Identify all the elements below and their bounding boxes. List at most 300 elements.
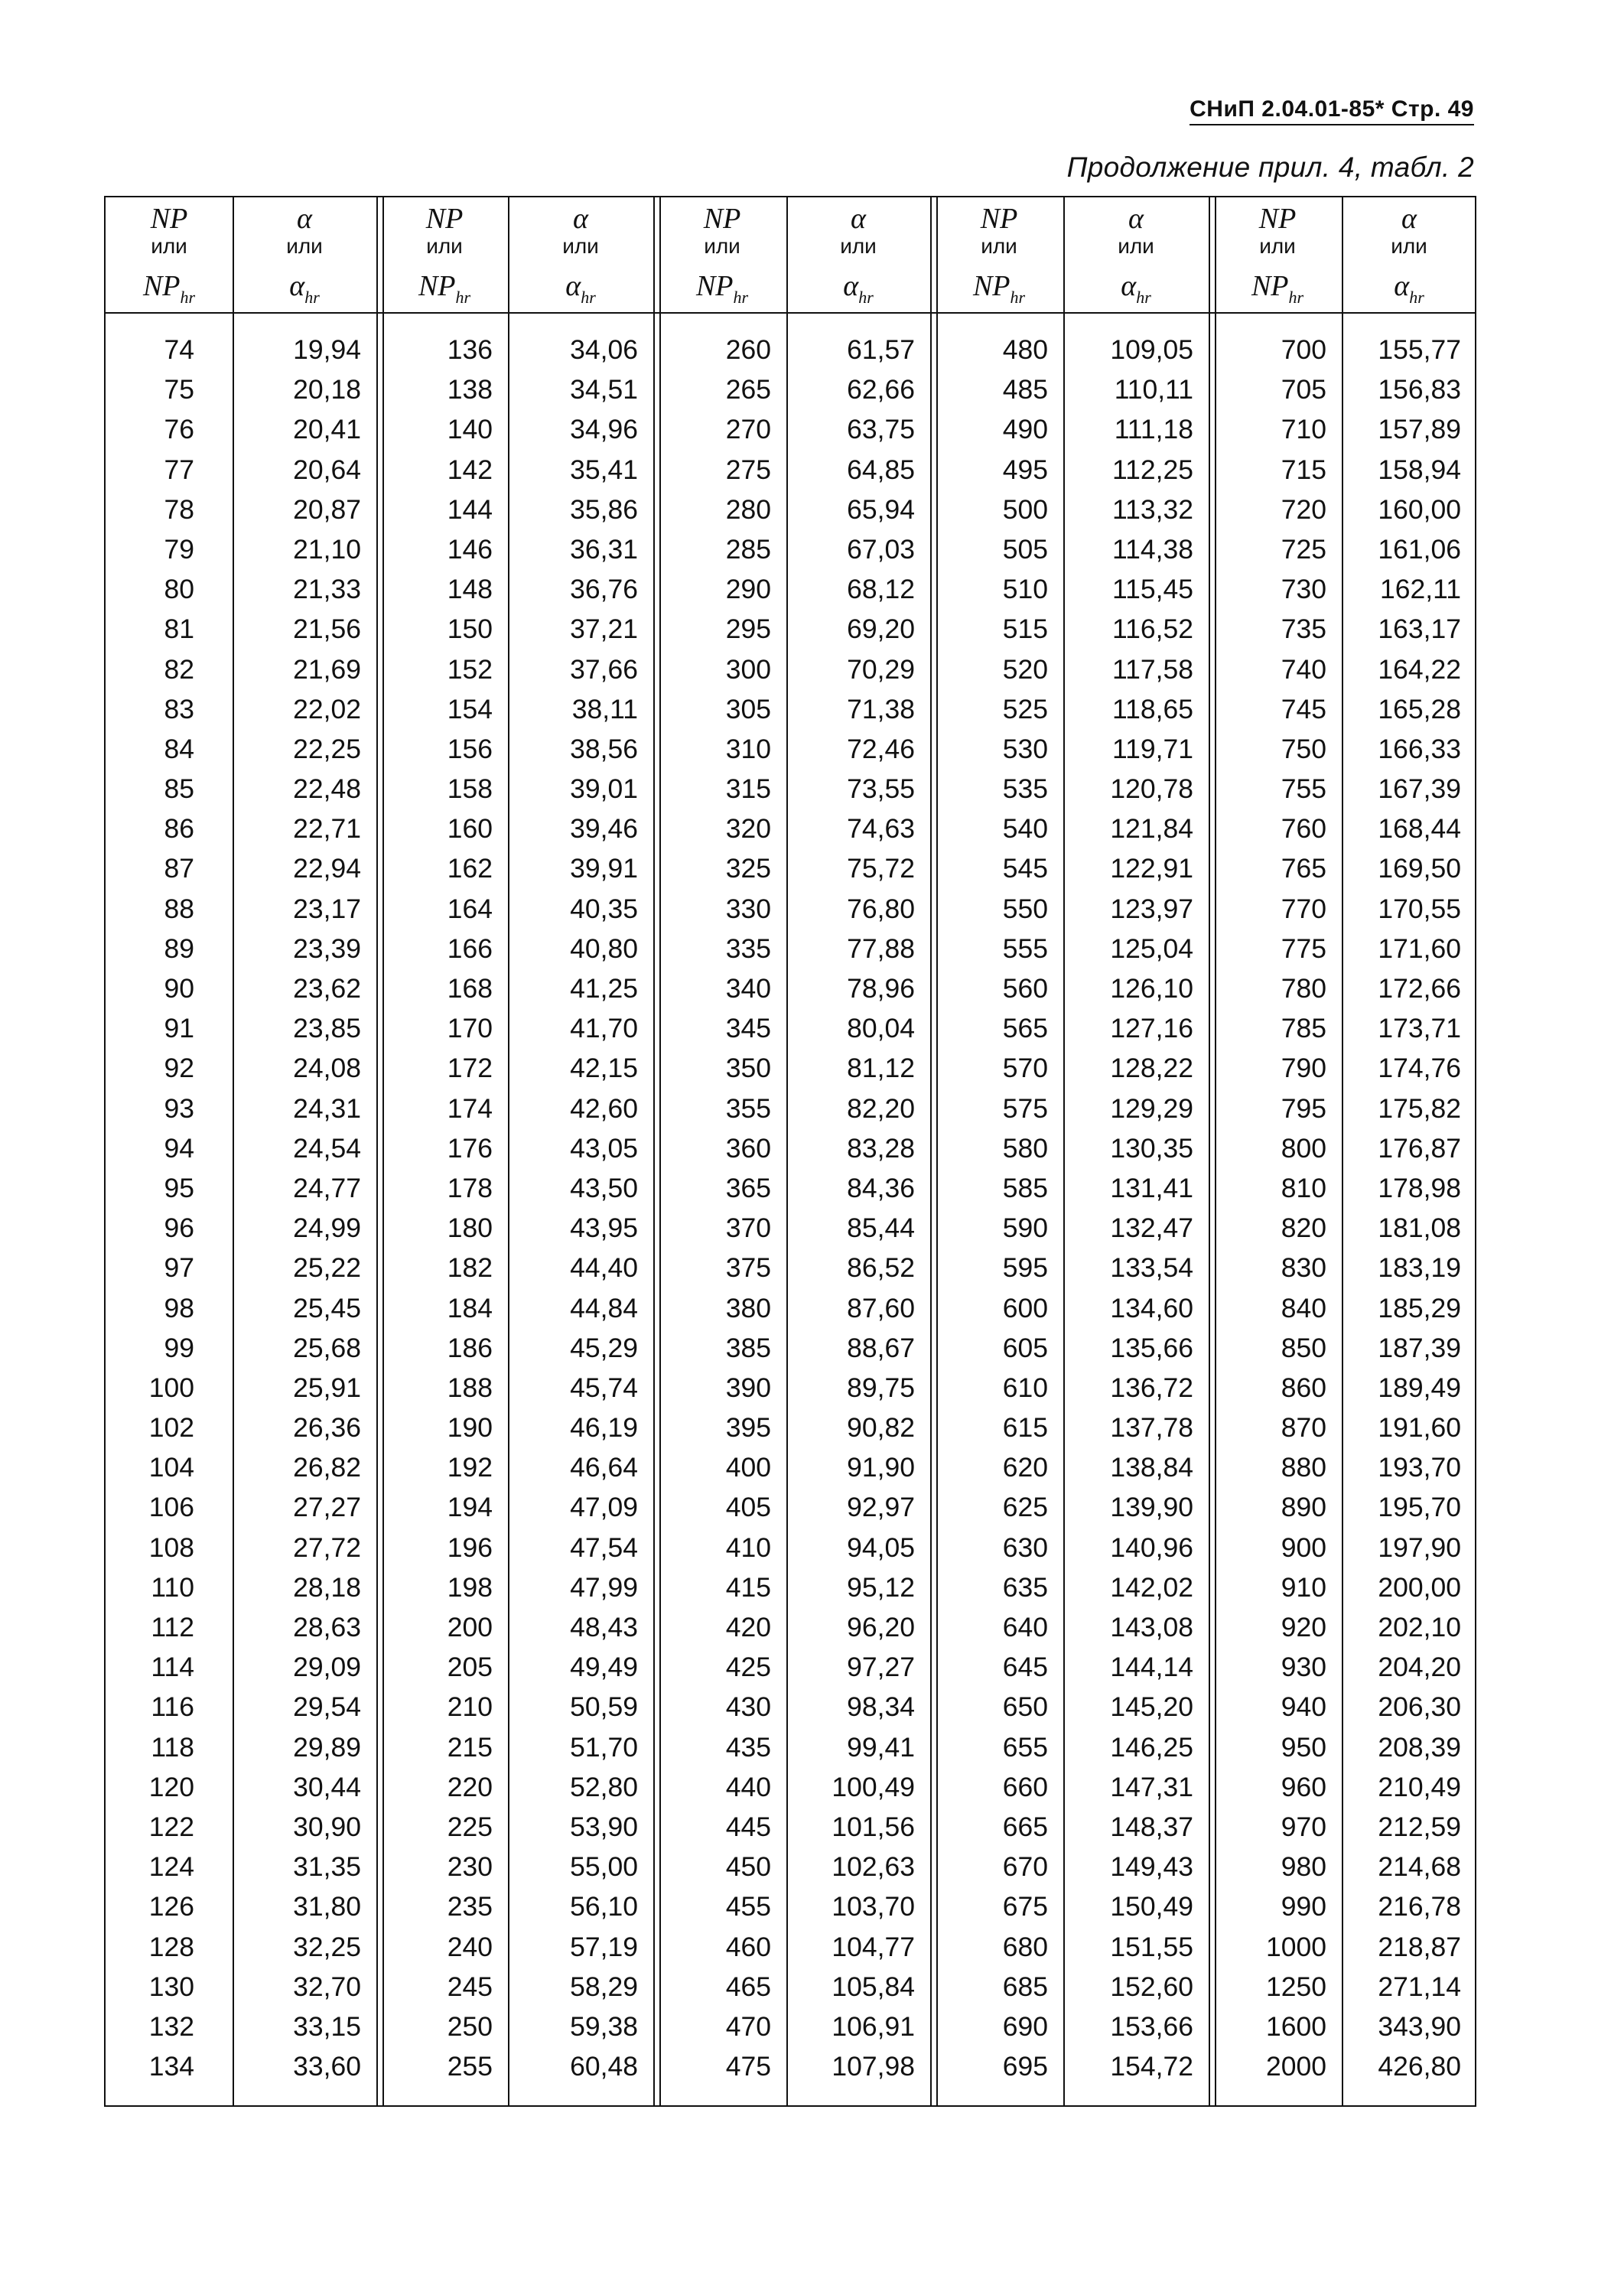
table-cell: 315 xyxy=(725,773,771,805)
table-cell: 214,68 xyxy=(1378,1851,1461,1883)
table-cell: 178,98 xyxy=(1378,1172,1461,1203)
header-base: α xyxy=(843,270,859,302)
table-cell: 172 xyxy=(447,1053,493,1084)
np-header-5 xyxy=(1213,197,1342,312)
table-cell: 24,08 xyxy=(293,1053,361,1084)
table-cell: 29,89 xyxy=(293,1731,361,1763)
table-cell: 270 xyxy=(725,414,771,445)
table-cell: 31,35 xyxy=(293,1851,361,1883)
table-cell: 60,48 xyxy=(570,2051,638,2082)
table-cell: 34,96 xyxy=(570,414,638,445)
np-column-5 xyxy=(1213,330,1342,2086)
table-cell: 122,91 xyxy=(1110,853,1193,884)
table-cell: 42,15 xyxy=(570,1053,638,1084)
table-cell: 148,37 xyxy=(1110,1811,1193,1842)
table-cell: 300 xyxy=(725,653,771,685)
header-subscript-symbol xyxy=(381,269,508,308)
table-cell: 305 xyxy=(725,693,771,724)
table-cell: 52,80 xyxy=(570,1771,638,1802)
table-cell: 2000 xyxy=(1266,2051,1326,2082)
table-cell: 181,08 xyxy=(1378,1213,1461,1244)
table-cell: 27,27 xyxy=(293,1492,361,1523)
table-cell: 160,00 xyxy=(1378,493,1461,525)
table-cell: 405 xyxy=(725,1492,771,1523)
table-caption: Продолжение прил. 4, табл. 2 xyxy=(1066,151,1474,183)
table-cell: 480 xyxy=(1002,334,1048,365)
table-cell: 215 xyxy=(447,1731,493,1763)
table-cell: 48,43 xyxy=(570,1612,638,1642)
group-divider xyxy=(930,197,932,2105)
table-cell: 660 xyxy=(1002,1771,1048,1802)
header-base: α xyxy=(565,270,581,302)
table-cell: 330 xyxy=(725,893,771,924)
header-symbol: NP xyxy=(980,203,1018,235)
table-cell: 22,25 xyxy=(293,733,361,764)
table-cell: 43,50 xyxy=(570,1172,638,1203)
header-subscript-symbol xyxy=(508,269,653,308)
header-index: hr xyxy=(180,288,196,307)
table-cell: 820 xyxy=(1281,1213,1326,1244)
table-cell: 110 xyxy=(151,1571,194,1603)
table-cell: 152 xyxy=(447,653,493,685)
table-cell: 700 xyxy=(1281,334,1326,365)
table-cell: 154,72 xyxy=(1110,2051,1193,2082)
header-index: hr xyxy=(1136,288,1151,307)
table-cell: 460 xyxy=(725,1931,771,1962)
table-cell: 138 xyxy=(447,374,493,405)
table-cell: 140 xyxy=(447,414,493,445)
table-cell: 78,96 xyxy=(847,973,915,1004)
table-cell: 78 xyxy=(164,493,194,525)
table-cell: 116,52 xyxy=(1112,614,1193,645)
table-cell: 170 xyxy=(447,1013,493,1044)
header-symbol: α xyxy=(573,203,588,235)
table-cell: 385 xyxy=(725,1332,771,1363)
table-cell: 93 xyxy=(164,1092,194,1124)
table-cell: 630 xyxy=(1002,1532,1048,1563)
table-cell: 510 xyxy=(1002,574,1048,605)
table-cell: 86 xyxy=(164,813,194,845)
table-cell: 31,80 xyxy=(293,1891,361,1922)
header-base: α xyxy=(1121,270,1137,302)
table-cell: 40,35 xyxy=(570,893,638,924)
header-index: hr xyxy=(1288,288,1304,307)
table-cell: 35,41 xyxy=(570,454,638,485)
table-cell: 114,38 xyxy=(1112,533,1193,565)
table-cell: 151,55 xyxy=(1110,1931,1193,1962)
table-cell: 133,54 xyxy=(1110,1252,1193,1284)
table-cell: 23,85 xyxy=(293,1013,361,1044)
header-subscript-symbol xyxy=(1213,269,1342,308)
header-or: или xyxy=(426,234,463,258)
table-cell: 35,86 xyxy=(570,493,638,525)
table-cell: 155,77 xyxy=(1378,334,1461,365)
table-cell: 116 xyxy=(151,1691,194,1723)
table-cell: 123,97 xyxy=(1110,893,1193,924)
table-cell: 690 xyxy=(1002,2010,1048,2042)
table-cell: 310 xyxy=(725,733,771,764)
table-cell: 120,78 xyxy=(1110,773,1193,805)
table-cell: 715 xyxy=(1281,454,1326,485)
table-cell: 176,87 xyxy=(1378,1132,1461,1164)
table-cell: 107,98 xyxy=(832,2051,915,2082)
header-symbol: α xyxy=(1401,203,1417,235)
table-cell: 20,41 xyxy=(293,414,361,445)
table-cell: 640 xyxy=(1002,1612,1048,1642)
table-cell: 172,66 xyxy=(1378,973,1461,1004)
table-cell: 115,45 xyxy=(1112,574,1193,605)
table-cell: 340 xyxy=(725,973,771,1004)
table-cell: 57,19 xyxy=(570,1931,638,1962)
table-cell: 101,56 xyxy=(832,1811,915,1842)
table-cell: 92 xyxy=(164,1053,194,1084)
table-cell: 495 xyxy=(1002,454,1048,485)
table-cell: 120 xyxy=(148,1771,194,1802)
table-cell: 94 xyxy=(164,1132,194,1164)
table-cell: 206,30 xyxy=(1378,1691,1461,1723)
header-or: или xyxy=(840,234,877,258)
table-cell: 45,29 xyxy=(570,1332,638,1363)
table-cell: 180 xyxy=(447,1213,493,1244)
table-cell: 505 xyxy=(1002,533,1048,565)
table-cell: 335 xyxy=(725,933,771,964)
table-cell: 99,41 xyxy=(847,1731,915,1763)
table-cell: 87 xyxy=(164,853,194,884)
header-index: hr xyxy=(733,288,749,307)
table-cell: 193,70 xyxy=(1378,1452,1461,1483)
np-header-4 xyxy=(935,197,1063,312)
alpha-column-5 xyxy=(1342,330,1476,2086)
table-cell: 112,25 xyxy=(1112,454,1193,485)
table-cell: 450 xyxy=(725,1851,771,1883)
table-cell: 74 xyxy=(164,334,194,365)
table-cell: 166,33 xyxy=(1378,733,1461,764)
table-cell: 55,00 xyxy=(570,1851,638,1883)
table-cell: 124 xyxy=(148,1851,194,1883)
alpha-header-4 xyxy=(1063,197,1209,312)
alpha-header-5 xyxy=(1342,197,1476,312)
table-cell: 188 xyxy=(447,1372,493,1403)
table-cell: 77 xyxy=(164,454,194,485)
header-or: или xyxy=(1391,234,1427,258)
table-cell: 520 xyxy=(1002,653,1048,685)
table-cell: 27,72 xyxy=(293,1532,361,1563)
table-cell: 156,83 xyxy=(1378,374,1461,405)
table-cell: 235 xyxy=(447,1891,493,1922)
table-cell: 1250 xyxy=(1266,1971,1326,2002)
table-cell: 191,60 xyxy=(1378,1412,1461,1444)
table-cell: 770 xyxy=(1281,893,1326,924)
table-cell: 119,71 xyxy=(1112,733,1193,764)
table-cell: 225 xyxy=(447,1811,493,1842)
table-cell: 142,02 xyxy=(1110,1571,1193,1603)
table-cell: 187,39 xyxy=(1378,1332,1461,1363)
table-cell: 595 xyxy=(1002,1252,1048,1284)
table-cell: 117,58 xyxy=(1112,653,1193,685)
table-cell: 615 xyxy=(1002,1412,1048,1444)
header-or: или xyxy=(286,234,323,258)
header-symbol: α xyxy=(851,203,866,235)
alpha-column-1 xyxy=(233,330,376,2086)
header-index: hr xyxy=(858,288,874,307)
table-cell: 212,59 xyxy=(1378,1811,1461,1842)
table-cell: 176 xyxy=(447,1132,493,1164)
table-cell: 70,29 xyxy=(847,653,915,685)
table-cell: 680 xyxy=(1002,1931,1048,1962)
table-cell: 21,56 xyxy=(293,614,361,645)
table-cell: 33,60 xyxy=(293,2051,361,2082)
table-cell: 250 xyxy=(447,2010,493,2042)
table-cell: 810 xyxy=(1281,1172,1326,1203)
table-cell: 220 xyxy=(447,1771,493,1802)
table-cell: 83,28 xyxy=(847,1132,915,1164)
header-subscript-symbol xyxy=(233,269,376,308)
table-cell: 25,45 xyxy=(293,1292,361,1323)
table-cell: 147,31 xyxy=(1110,1771,1193,1802)
table-cell: 108 xyxy=(148,1532,194,1563)
table-cell: 71,38 xyxy=(847,693,915,724)
table-cell: 127,16 xyxy=(1110,1013,1193,1044)
table-cell: 29,09 xyxy=(293,1652,361,1683)
table-cell: 565 xyxy=(1002,1013,1048,1044)
table-cell: 390 xyxy=(725,1372,771,1403)
header-index: hr xyxy=(1409,288,1424,307)
table-cell: 80 xyxy=(164,574,194,605)
table-cell: 143,08 xyxy=(1110,1612,1193,1642)
table-cell: 98 xyxy=(164,1292,194,1323)
table-cell: 1600 xyxy=(1266,2010,1326,2042)
table-cell: 166 xyxy=(447,933,493,964)
header-base: NP xyxy=(142,270,181,302)
header-subscript-symbol xyxy=(786,269,930,308)
table-cell: 178 xyxy=(447,1172,493,1203)
table-cell: 62,66 xyxy=(847,374,915,405)
table-cell: 21,69 xyxy=(293,653,361,685)
table-cell: 740 xyxy=(1281,653,1326,685)
table-cell: 198 xyxy=(447,1571,493,1603)
table-cell: 39,46 xyxy=(570,813,638,845)
table-cell: 104,77 xyxy=(832,1931,915,1962)
table-cell: 94,05 xyxy=(847,1532,915,1563)
table-cell: 40,80 xyxy=(570,933,638,964)
header-index: hr xyxy=(455,288,471,307)
table-cell: 216,78 xyxy=(1378,1891,1461,1922)
table-cell: 192 xyxy=(447,1452,493,1483)
table-cell: 750 xyxy=(1281,733,1326,764)
header-index: hr xyxy=(1010,288,1026,307)
table-cell: 109,05 xyxy=(1110,334,1193,365)
table-cell: 76 xyxy=(164,414,194,445)
header-or: или xyxy=(704,234,740,258)
table-cell: 32,25 xyxy=(293,1931,361,1962)
table-cell: 195,70 xyxy=(1378,1492,1461,1523)
table-cell: 850 xyxy=(1281,1332,1326,1363)
table-cell: 25,22 xyxy=(293,1252,361,1284)
header-or: или xyxy=(1259,234,1296,258)
table-cell: 95,12 xyxy=(847,1571,915,1603)
alpha-column-2 xyxy=(508,330,653,2086)
table-cell: 23,39 xyxy=(293,933,361,964)
table-cell: 36,31 xyxy=(570,533,638,565)
table-cell: 21,33 xyxy=(293,574,361,605)
table-cell: 79 xyxy=(164,533,194,565)
table-cell: 77,88 xyxy=(847,933,915,964)
table-cell: 38,56 xyxy=(570,733,638,764)
table-cell: 375 xyxy=(725,1252,771,1284)
table-cell: 20,87 xyxy=(293,493,361,525)
table-cell: 22,71 xyxy=(293,813,361,845)
table-cell: 85 xyxy=(164,773,194,805)
table-cell: 365 xyxy=(725,1172,771,1203)
table-cell: 90 xyxy=(164,973,194,1004)
header-divider xyxy=(106,312,1475,314)
table-cell: 65,94 xyxy=(847,493,915,525)
table-cell: 920 xyxy=(1281,1612,1326,1642)
table-cell: 725 xyxy=(1281,533,1326,565)
table-cell: 174,76 xyxy=(1378,1053,1461,1084)
header-subscript-symbol xyxy=(1063,269,1209,308)
table-cell: 830 xyxy=(1281,1252,1326,1284)
table-cell: 158,94 xyxy=(1378,454,1461,485)
table-cell: 580 xyxy=(1002,1132,1048,1164)
table-cell: 189,49 xyxy=(1378,1372,1461,1403)
table-cell: 164,22 xyxy=(1378,653,1461,685)
table-cell: 136,72 xyxy=(1110,1372,1193,1403)
table-cell: 168,44 xyxy=(1378,813,1461,845)
table-cell: 271,14 xyxy=(1378,1971,1461,2002)
table-cell: 970 xyxy=(1281,1811,1326,1842)
table-cell: 164 xyxy=(447,893,493,924)
table-cell: 24,31 xyxy=(293,1092,361,1124)
table-cell: 75 xyxy=(164,374,194,405)
np-header-2 xyxy=(381,197,508,312)
header-base: NP xyxy=(1251,270,1289,302)
table-cell: 720 xyxy=(1281,493,1326,525)
table-cell: 41,25 xyxy=(570,973,638,1004)
table-cell: 53,90 xyxy=(570,1811,638,1842)
table-cell: 685 xyxy=(1002,1971,1048,2002)
table-cell: 186 xyxy=(447,1332,493,1363)
table-cell: 149,43 xyxy=(1110,1851,1193,1883)
group-divider xyxy=(653,197,655,2105)
table-cell: 61,57 xyxy=(847,334,915,365)
np-column-4 xyxy=(935,330,1063,2086)
table-cell: 950 xyxy=(1281,1731,1326,1763)
page-header: СНиП 2.04.01-85* Стр. 49 xyxy=(1190,96,1474,125)
table-cell: 350 xyxy=(725,1053,771,1084)
table-cell: 134 xyxy=(148,2051,194,2082)
table-cell: 555 xyxy=(1002,933,1048,964)
table-cell: 148 xyxy=(447,574,493,605)
table-cell: 34,51 xyxy=(570,374,638,405)
table-cell: 49,49 xyxy=(570,1652,638,1683)
table-cell: 89,75 xyxy=(847,1372,915,1403)
table-cell: 255 xyxy=(447,2051,493,2082)
table-cell: 780 xyxy=(1281,973,1326,1004)
table-cell: 30,90 xyxy=(293,1811,361,1842)
table-cell: 106 xyxy=(148,1492,194,1523)
table-cell: 126,10 xyxy=(1110,973,1193,1004)
table-cell: 59,38 xyxy=(570,2010,638,2042)
table-cell: 525 xyxy=(1002,693,1048,724)
table-cell: 540 xyxy=(1002,813,1048,845)
table-cell: 28,18 xyxy=(293,1571,361,1603)
table-cell: 260 xyxy=(725,334,771,365)
header-symbol: NP xyxy=(703,203,741,235)
table-cell: 765 xyxy=(1281,853,1326,884)
table-cell: 184 xyxy=(447,1292,493,1323)
header-subscript-symbol xyxy=(658,269,786,308)
table-cell: 600 xyxy=(1002,1292,1048,1323)
table-cell: 470 xyxy=(725,2010,771,2042)
table-cell: 22,94 xyxy=(293,853,361,884)
table-cell: 1000 xyxy=(1266,1931,1326,1962)
table-cell: 34,06 xyxy=(570,334,638,365)
table-cell: 122 xyxy=(148,1811,194,1842)
table-cell: 425 xyxy=(725,1652,771,1683)
table-cell: 91 xyxy=(164,1013,194,1044)
table-cell: 205 xyxy=(447,1652,493,1683)
table-cell: 91,90 xyxy=(847,1452,915,1483)
table-cell: 112 xyxy=(151,1612,194,1642)
table-cell: 29,54 xyxy=(293,1691,361,1723)
table-cell: 132,47 xyxy=(1110,1213,1193,1244)
table-cell: 745 xyxy=(1281,693,1326,724)
table-cell: 171,60 xyxy=(1378,933,1461,964)
table-cell: 136 xyxy=(447,334,493,365)
table-cell: 26,36 xyxy=(293,1412,361,1444)
table-cell: 560 xyxy=(1002,973,1048,1004)
table-cell: 137,78 xyxy=(1110,1412,1193,1444)
np-column-2 xyxy=(381,330,508,2086)
table-cell: 208,39 xyxy=(1378,1731,1461,1763)
table-cell: 73,55 xyxy=(847,773,915,805)
table-cell: 56,10 xyxy=(570,1891,638,1922)
table-cell: 585 xyxy=(1002,1172,1048,1203)
table-cell: 426,80 xyxy=(1378,2051,1461,2082)
table-cell: 88,67 xyxy=(847,1332,915,1363)
header-or: или xyxy=(981,234,1017,258)
table-cell: 121,84 xyxy=(1110,813,1193,845)
table-cell: 485 xyxy=(1002,374,1048,405)
table-cell: 275 xyxy=(725,454,771,485)
table-cell: 97 xyxy=(164,1252,194,1284)
table-cell: 44,84 xyxy=(570,1292,638,1323)
table-cell: 84,36 xyxy=(847,1172,915,1203)
table-cell: 490 xyxy=(1002,414,1048,445)
table-cell: 39,01 xyxy=(570,773,638,805)
alpha-column-4 xyxy=(1063,330,1209,2086)
header-subscript-symbol xyxy=(935,269,1063,308)
alpha-header-1 xyxy=(233,197,376,312)
table-cell: 125,04 xyxy=(1110,933,1193,964)
table-cell: 25,91 xyxy=(293,1372,361,1403)
table-cell: 169,50 xyxy=(1378,853,1461,884)
table-cell: 650 xyxy=(1002,1691,1048,1723)
table-cell: 550 xyxy=(1002,893,1048,924)
table-cell: 196 xyxy=(447,1532,493,1563)
table-cell: 47,99 xyxy=(570,1571,638,1603)
header-subscript-symbol xyxy=(106,269,233,308)
table-cell: 675 xyxy=(1002,1891,1048,1922)
header-base: NP xyxy=(695,270,734,302)
table-cell: 705 xyxy=(1281,374,1326,405)
table-cell: 144,14 xyxy=(1110,1652,1193,1683)
table-cell: 126 xyxy=(148,1891,194,1922)
table-cell: 455 xyxy=(725,1891,771,1922)
table-cell: 43,95 xyxy=(570,1213,638,1244)
table-cell: 33,15 xyxy=(293,2010,361,2042)
